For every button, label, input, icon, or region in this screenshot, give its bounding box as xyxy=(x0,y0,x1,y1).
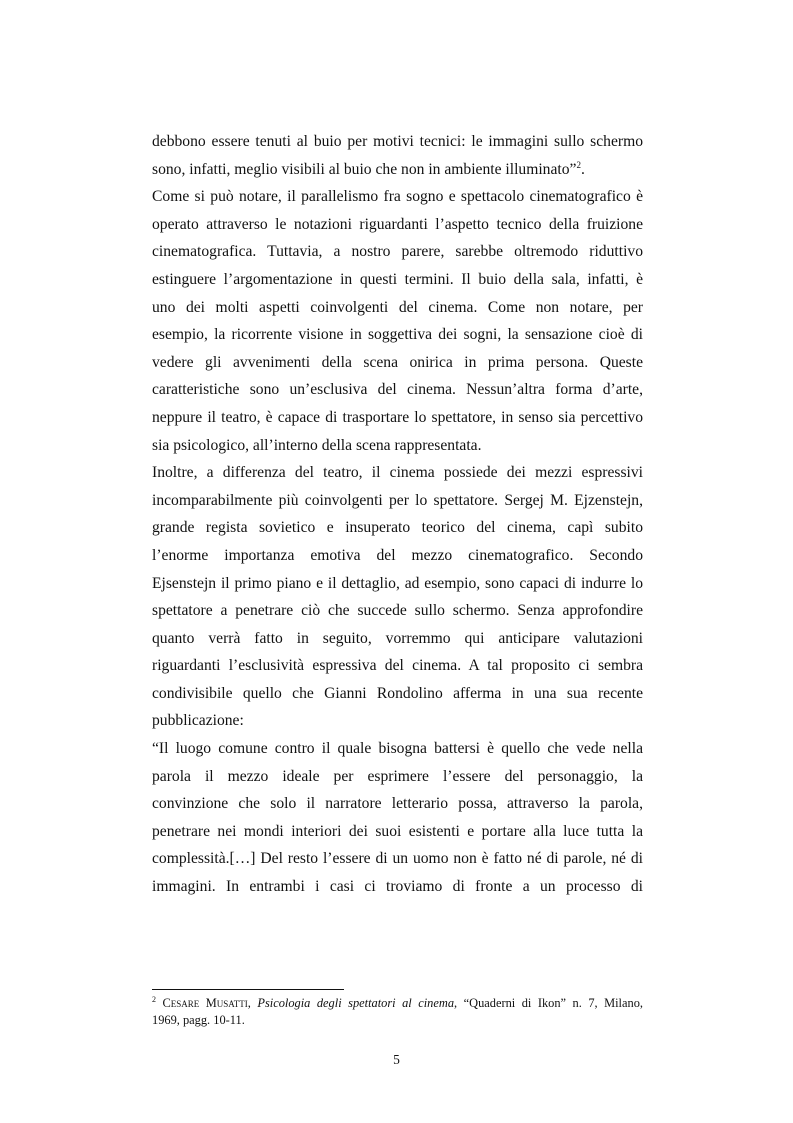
text-line: uno dei molti aspetti coinvolgenti del cinema. Come non notare, per xyxy=(152,298,643,316)
text-line: “Il luogo comune contro il quale bisogna battersi è quello che vede nella xyxy=(152,740,643,758)
text-line: vedere gli avvenimenti della scena onirica in prima persona. Queste xyxy=(152,353,643,371)
text-line: incomparabilmente più coinvolgenti per lo spettatore. Sergej M. Ejzenstejn, xyxy=(152,491,643,509)
text-line-content: sono, infatti, meglio visibili al buio che non in ambiente illuminato” xyxy=(152,160,577,178)
text-line: neppure il teatro, è capace di trasportare lo spettatore, in senso sia percettivo xyxy=(152,408,643,426)
text-line: immagini. In entrambi i casi ci troviamo di fronte a un processo di xyxy=(152,878,643,896)
text-line: quanto verrà fatto in seguito, vorremmo qui anticipare valutazioni xyxy=(152,629,643,647)
text-line xyxy=(152,156,643,184)
text-line: riguardanti l’esclusività espressiva del cinema. A tal proposito ci sembra xyxy=(152,657,643,675)
footnote xyxy=(152,995,643,1029)
footnote-separator: , xyxy=(247,996,258,1010)
text-line: condivisibile quello che Gianni Rondolino afferma in una sua recente xyxy=(152,684,643,702)
text-line: cinematografica. Tuttavia, a nostro parere, sarebbe oltremodo riduttivo xyxy=(152,243,643,261)
text-line: grande regista sovietico e insuperato teorico del cinema, capì subito xyxy=(152,519,643,537)
footnote-reference[interactable]: 2 xyxy=(576,159,581,170)
text-line: debbono essere tenuti al buio per motivi tecnici: le immagini sullo schermo xyxy=(152,133,643,150)
text-line: Inoltre, a differenza del teatro, il cinema possiede dei mezzi espressivi xyxy=(152,464,643,482)
footnote-marker: 2 xyxy=(152,995,156,1004)
text-line: Ejsenstejn il primo piano e il dettaglio, ad esempio, sono capaci di indurre lo xyxy=(152,574,643,592)
text-line: penetrare nei mondi interiori dei suoi esistenti e portare alla luce tutta la xyxy=(152,822,643,840)
footnote-author: Cesare Musatti xyxy=(162,996,248,1010)
footnote-line xyxy=(152,995,643,1012)
text-line: operato attraverso le notazioni riguardanti l’aspetto tecnico della fruizione xyxy=(152,215,643,233)
footnote-citation: , “Quaderni di Ikon” n. 7, Milano, xyxy=(454,996,643,1010)
text-line: parola il mezzo ideale per esprimere l’essere del personaggio, la xyxy=(152,767,643,785)
footnote-title: Psicologia degli spettatori al cinema xyxy=(257,996,455,1010)
text-line: sia psicologico, all’interno della scena rappresentata. xyxy=(152,436,482,454)
text-line: complessità.[…] Del resto l’essere di un uomo non è fatto né di parole, né di xyxy=(152,850,643,868)
text-line: spettatore a penetrare ciò che succede sullo schermo. Senza approfondire xyxy=(152,602,643,620)
footnote-line: 1969, pagg. 10-11. xyxy=(152,1013,245,1027)
text-line: convinzione che solo il narratore letterario possa, attraverso la parola, xyxy=(152,795,643,813)
text-line-end: . xyxy=(580,160,585,178)
text-line: caratteristiche sono un’esclusiva del cinema. Nessun’altra forma d’arte, xyxy=(152,381,643,399)
text-line: l’enorme importanza emotiva del mezzo cinematografico. Secondo xyxy=(152,546,643,564)
page-number: 5 xyxy=(393,1052,400,1067)
text-line: Come si può notare, il parallelismo fra sogno e spettacolo cinematografico è xyxy=(152,188,643,206)
text-line: esempio, la ricorrente visione in soggettiva dei sogni, la sensazione cioè di xyxy=(152,326,643,344)
body-text xyxy=(152,128,643,901)
text-line: pubblicazione: xyxy=(152,712,244,730)
text-line: estinguere l’argomentazione in questi termini. Il buio della sala, infatti, è xyxy=(152,270,643,288)
footnote-divider xyxy=(152,989,344,990)
